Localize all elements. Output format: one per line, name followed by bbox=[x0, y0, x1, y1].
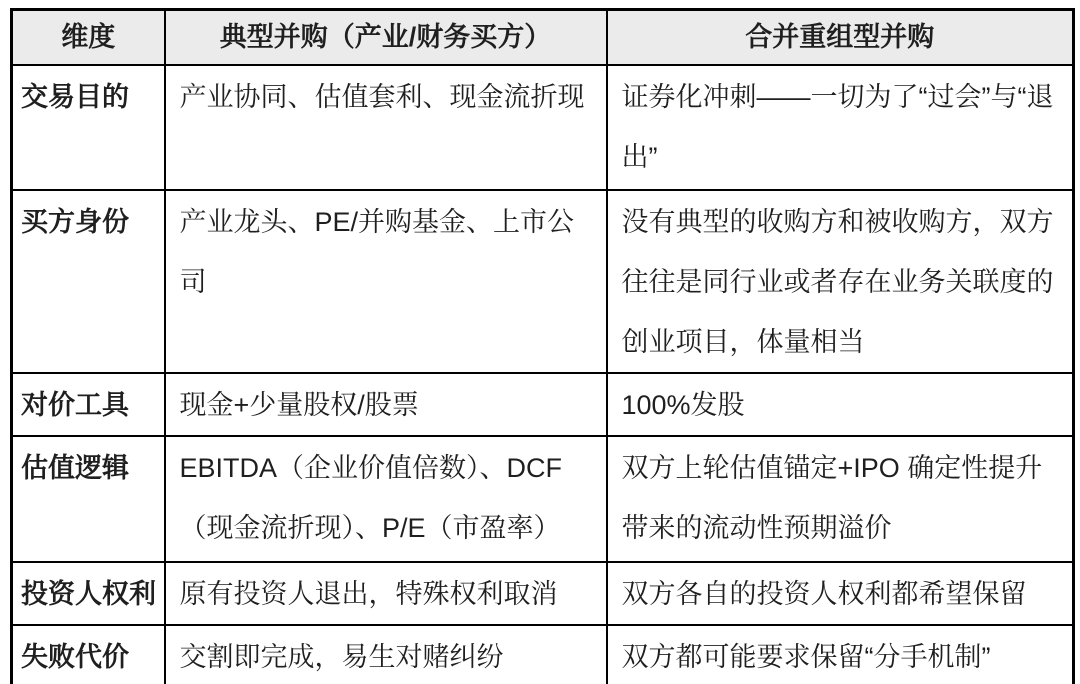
table-row-investor-rights bbox=[12, 562, 1074, 625]
table-row-transaction-purpose bbox=[12, 65, 1074, 190]
row-label: 对价工具 bbox=[12, 373, 165, 436]
cell-typical: 产业龙头、PE/并购基金、上市公司 bbox=[165, 190, 607, 373]
table-row-valuation-logic bbox=[12, 436, 1074, 562]
cell-typical: 交割即完成，易生对赌纠纷 bbox=[165, 625, 607, 684]
cell-merger: 证券化冲刺——一切为了“过会”与“退出” bbox=[607, 65, 1074, 190]
cell-merger: 100%发股 bbox=[607, 373, 1074, 436]
row-label: 交易目的 bbox=[12, 65, 165, 190]
row-label: 失败代价 bbox=[12, 625, 165, 684]
cell-typical: 产业协同、估值套利、现金流折现 bbox=[165, 65, 607, 190]
row-label: 估值逻辑 bbox=[12, 436, 165, 562]
cell-merger: 没有典型的收购方和被收购方，双方往往是同行业或者存在业务关联度的创业项目，体量相当 bbox=[607, 190, 1074, 373]
comparison-table bbox=[10, 8, 1075, 684]
table-row-buyer-identity bbox=[12, 190, 1074, 373]
row-label: 投资人权利 bbox=[12, 562, 165, 625]
column-header-merger-restructuring: 合并重组型并购 bbox=[607, 10, 1074, 65]
table-header-row bbox=[12, 10, 1074, 65]
table-row-failure-cost bbox=[12, 625, 1074, 684]
cell-typical: 现金+少量股权/股票 bbox=[165, 373, 607, 436]
cell-typical: EBITDA（企业价值倍数）、DCF（现金流折现）、P/E（市盈率） bbox=[165, 436, 607, 562]
table-row-consideration-tool bbox=[12, 373, 1074, 436]
column-header-typical-ma: 典型并购（产业/财务买方） bbox=[165, 10, 607, 65]
cell-merger: 双方上轮估值锚定+IPO 确定性提升带来的流动性预期溢价 bbox=[607, 436, 1074, 562]
column-header-dimension: 维度 bbox=[12, 10, 165, 65]
cell-typical: 原有投资人退出，特殊权利取消 bbox=[165, 562, 607, 625]
cell-merger: 双方各自的投资人权利都希望保留 bbox=[607, 562, 1074, 625]
cell-merger: 双方都可能要求保留“分手机制” bbox=[607, 625, 1074, 684]
row-label: 买方身份 bbox=[12, 190, 165, 373]
